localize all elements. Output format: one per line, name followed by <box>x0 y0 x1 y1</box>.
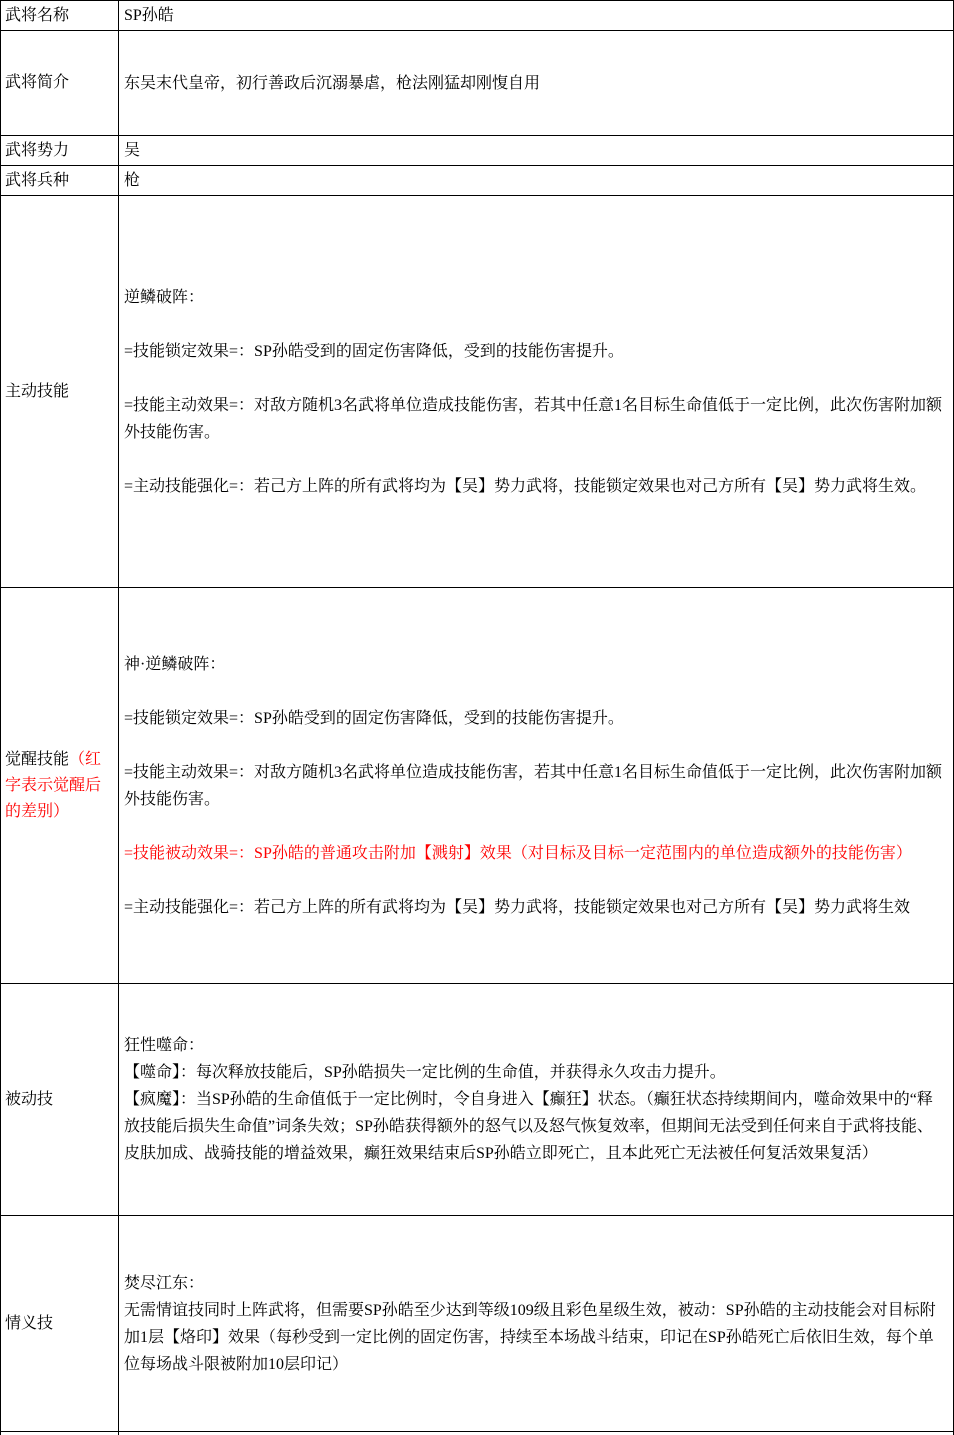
content-line: 无需情谊技同时上阵武将，但需要SP孙皓至少达到等级109级且彩色星级生效，被动：SP孙皓的主动技能会对目标附加1层【烙印】效果（每秒受到一定比例的固定伤害，持续至本场战斗结束，印记在SP孙皓死亡后依旧生效，每个单位每场战斗限被附加10层印记） <box>124 1301 936 1373</box>
row-label-text: 武将名称 <box>5 6 70 24</box>
row-label-text: 情义技 <box>5 1314 54 1332</box>
row-content-awakened-skill <box>119 588 954 984</box>
table-row-name <box>1 1 954 31</box>
row-label-awakened-skill <box>1 588 119 984</box>
content-line: 【疯魔】：当SP孙皓的生命值低于一定比例时，令自身进入【癫狂】状态。（癫狂状态持续期间内，噬命效果中的“释放技能后损失生命值”词条失效；SP孙皓获得额外的怒气以及怒气恢复效率，但期间无法受到任何来自于武将技能、皮肤加成、战骑技能的增益效果，癫狂效果结束后SP孙皓立即死亡，且本此死亡无法被任何复活效果复活） <box>124 1091 933 1162</box>
table-row-passive-skill <box>1 984 954 1216</box>
table-row-faction <box>1 136 954 166</box>
row-content-intro <box>119 31 954 136</box>
row-label-passive-skill <box>1 984 119 1216</box>
content-line: SP孙皓 <box>124 7 174 24</box>
content-line <box>124 813 943 840</box>
row-label-intro <box>1 31 119 136</box>
content-line <box>124 732 943 759</box>
table-row-bond-skill <box>1 1216 954 1432</box>
row-label-empty-row <box>1 1432 119 1435</box>
row-label-text: 被动技 <box>5 1090 54 1108</box>
row-content-passive-skill <box>119 984 954 1216</box>
content-line: =技能锁定效果=：SP孙皓受到的固定伤害降低，受到的技能伤害提升。 <box>124 342 624 360</box>
content-line: =技能主动效果=：对敌方随机3名武将单位造成技能伤害，若其中任意1名目标生命值低于一定比例，此次伤害附加额外技能伤害。 <box>124 396 943 441</box>
row-label-troop-type <box>1 166 119 196</box>
row-label-text: 武将简介 <box>5 74 70 91</box>
content-line: =主动技能强化=：若己方上阵的所有武将均为【吴】势力武将，技能锁定效果也对己方所有【吴】势力武将生效 <box>124 898 911 916</box>
table-row-active-skill <box>1 196 954 588</box>
content-line: 逆鳞破阵： <box>124 288 205 306</box>
row-content-faction <box>119 136 954 166</box>
table-row-awakened-skill <box>1 588 954 984</box>
content-line: =技能被动效果=：SP孙皓的普通攻击附加【溅射】效果（对目标及目标一定范围内的单位造成额外的技能伤害） <box>124 844 912 862</box>
content-line: 东吴末代皇帝，初行善政后沉溺暴虐，枪法刚猛却刚愎自用 <box>124 74 541 92</box>
content-line <box>124 311 943 338</box>
content-line: =技能主动效果=：对敌方随机3名武将单位造成技能伤害，若其中任意1名目标生命值低于一定比例，此次伤害附加额外技能伤害。 <box>124 763 943 808</box>
content-line: 枪 <box>124 172 141 189</box>
content-line: 神·逆鳞破阵： <box>124 655 226 673</box>
content-line: 狂性噬命： <box>124 1037 205 1054</box>
row-content-troop-type <box>119 166 954 196</box>
row-label-faction <box>1 136 119 166</box>
row-content-bond-skill <box>119 1216 954 1432</box>
table-row-empty-row <box>1 1432 954 1435</box>
row-label-note: （红字表示觉醒后的差别） <box>5 750 102 820</box>
content-line: 焚尽江东： <box>124 1274 205 1292</box>
content-line <box>124 365 943 392</box>
row-label-text: 武将兵种 <box>5 171 70 189</box>
row-content-active-skill <box>119 196 954 588</box>
content-line <box>124 678 943 705</box>
content-line: =技能锁定效果=：SP孙皓受到的固定伤害降低，受到的技能伤害提升。 <box>124 709 624 727</box>
row-label-name <box>1 1 119 31</box>
row-label-text: 武将势力 <box>5 141 70 159</box>
row-content-name <box>119 1 954 31</box>
table-row-intro <box>1 31 954 136</box>
row-label-text: 觉醒技能 <box>5 750 70 768</box>
row-label-text: 主动技能 <box>5 382 70 400</box>
row-label-bond-skill <box>1 1216 119 1432</box>
content-line: 【噬命】：每次释放技能后，SP孙皓损失一定比例的生命值，并获得永久攻击力提升。 <box>124 1064 726 1081</box>
character-table-body <box>1 1 954 1435</box>
content-line <box>124 867 943 894</box>
content-line <box>124 446 943 473</box>
row-content-empty-row <box>119 1432 954 1435</box>
content-line: 吴 <box>124 142 141 159</box>
table-row-troop-type <box>1 166 954 196</box>
content-line: =主动技能强化=：若己方上阵的所有武将均为【吴】势力武将，技能锁定效果也对己方所有【吴】势力武将生效。 <box>124 477 927 495</box>
row-label-active-skill <box>1 196 119 588</box>
